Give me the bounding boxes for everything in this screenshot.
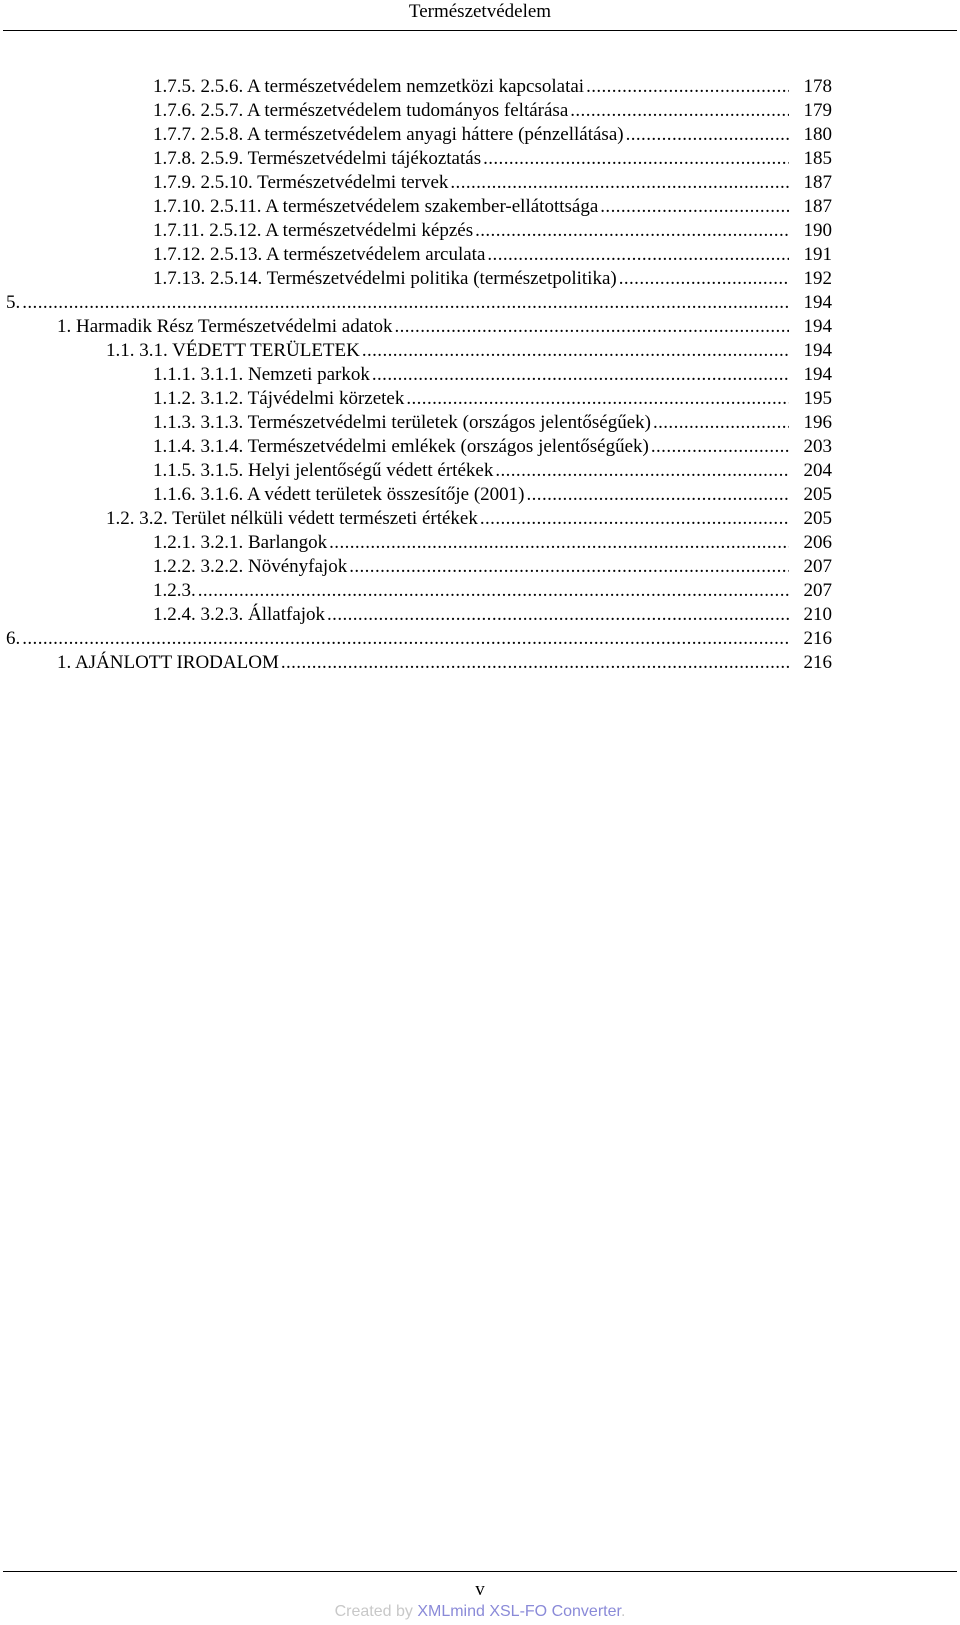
toc-leader-dots bbox=[626, 123, 789, 147]
toc-title: Harmadik Rész Természetvédelmi adatok bbox=[76, 316, 393, 337]
toc-leader-dots bbox=[327, 603, 789, 627]
page-header-title: Természetvédelem bbox=[408, 1, 552, 22]
toc-title: Növényfajok bbox=[248, 556, 348, 577]
toc-number: 1.7.13. 2.5.14. bbox=[153, 268, 263, 289]
toc-number: 1.7.7. 2.5.8. bbox=[153, 124, 244, 145]
toc-page-number: 194 bbox=[803, 316, 832, 337]
toc-number: 1.7.12. 2.5.13. bbox=[153, 244, 263, 265]
header-rule bbox=[3, 30, 957, 31]
toc-leader-dots bbox=[483, 147, 789, 171]
toc-entry[interactable] bbox=[153, 411, 832, 435]
toc-title: Természetvédelmi emlékek (országos jelentőségűek) bbox=[247, 436, 649, 457]
toc-title: A természetvédelem anyagi háttere (pénzellátása) bbox=[246, 124, 624, 145]
toc-leader-dots bbox=[586, 75, 789, 99]
credit-link[interactable]: XMLmind XSL-FO Converter bbox=[417, 1603, 621, 1620]
toc-title: AJÁNLOTT IRODALOM bbox=[74, 652, 279, 673]
toc-entry[interactable] bbox=[153, 147, 832, 171]
toc-page-number: 207 bbox=[803, 556, 832, 577]
toc-title: Természetvédelmi tájékoztatás bbox=[247, 148, 482, 169]
toc-number: 6. bbox=[6, 628, 21, 649]
toc-title: Természetvédelmi politika (természetpolitika) bbox=[266, 268, 617, 289]
toc-title: Természetvédelmi területek (országos jelentőségűek) bbox=[247, 412, 651, 433]
toc-number: 1.1.3. 3.1.3. bbox=[153, 412, 244, 433]
toc-number: 1.1.5. 3.1.5. bbox=[153, 460, 244, 481]
toc-leader-dots bbox=[394, 315, 789, 339]
toc-entry[interactable] bbox=[57, 651, 832, 675]
toc-page-number: 207 bbox=[803, 580, 832, 601]
toc-leader-dots bbox=[362, 339, 789, 363]
toc-entry[interactable] bbox=[106, 339, 832, 363]
toc-leader-dots bbox=[22, 627, 789, 651]
toc-title: Nemzeti parkok bbox=[248, 364, 370, 385]
toc-page-number: 192 bbox=[803, 268, 832, 289]
toc-title: Állatfajok bbox=[248, 604, 326, 625]
toc-number: 1. bbox=[57, 652, 72, 673]
toc-page-number: 180 bbox=[803, 124, 832, 145]
toc-leader-dots bbox=[651, 435, 789, 459]
toc-number: 5. bbox=[6, 292, 21, 313]
toc-title: Helyi jelentőségű védett értékek bbox=[248, 460, 494, 481]
toc-page-number: 191 bbox=[803, 244, 832, 265]
toc-number: 1.7.5. 2.5.6. bbox=[153, 76, 244, 97]
toc-leader-dots bbox=[349, 555, 789, 579]
toc-number: 1.1.4. 3.1.4. bbox=[153, 436, 244, 457]
toc-leader-dots bbox=[22, 291, 789, 315]
page-number: v bbox=[475, 1579, 485, 1600]
toc-entry[interactable] bbox=[153, 123, 832, 147]
toc-number: 1.2.3. bbox=[153, 580, 196, 601]
toc-title: A természetvédelem tudományos feltárása bbox=[246, 100, 569, 121]
toc-title: Barlangok bbox=[248, 532, 328, 553]
credit-prefix: Created by bbox=[334, 1603, 418, 1620]
toc-leader-dots bbox=[475, 219, 789, 243]
toc-page-number: 203 bbox=[803, 436, 832, 457]
toc-entry[interactable] bbox=[153, 171, 832, 195]
toc-leader-dots bbox=[406, 387, 789, 411]
toc-leader-dots bbox=[372, 363, 789, 387]
toc-title: A természetvédelmi képzés bbox=[265, 220, 474, 241]
toc-page-number: 185 bbox=[803, 148, 832, 169]
toc-page-number: 216 bbox=[803, 628, 832, 649]
toc-entry[interactable] bbox=[6, 291, 832, 315]
toc-number: 1. bbox=[57, 316, 72, 337]
toc-title: Terület nélküli védett természeti értékek bbox=[172, 508, 478, 529]
toc-leader-dots bbox=[329, 531, 789, 555]
toc-page-number: 187 bbox=[803, 196, 832, 217]
toc-page-number: 190 bbox=[803, 220, 832, 241]
credit-suffix: . bbox=[620, 1603, 626, 1620]
toc-number: 1.2.1. 3.2.1. bbox=[153, 532, 244, 553]
converter-credit bbox=[0, 1602, 960, 1622]
toc-page-number: 194 bbox=[803, 340, 832, 361]
toc-number: 1.2.2. 3.2.2. bbox=[153, 556, 244, 577]
toc-leader-dots bbox=[487, 243, 789, 267]
toc-page-number: 194 bbox=[803, 364, 832, 385]
toc-entry[interactable] bbox=[153, 555, 832, 579]
toc-title: A természetvédelem szakember-ellátottsága bbox=[265, 196, 599, 217]
toc-page-number: 216 bbox=[803, 652, 832, 673]
toc-page-number: 178 bbox=[803, 76, 832, 97]
toc-entry[interactable] bbox=[153, 435, 832, 459]
toc-number: 1.1.6. 3.1.6. bbox=[153, 484, 244, 505]
toc-title: A védett területek összesítője (2001) bbox=[246, 484, 525, 505]
footer-rule bbox=[3, 1571, 957, 1572]
toc-number: 1.7.11. 2.5.12. bbox=[153, 220, 262, 241]
toc-page-number: 187 bbox=[803, 172, 832, 193]
toc-page-number: 196 bbox=[803, 412, 832, 433]
toc-leader-dots bbox=[480, 507, 789, 531]
toc-entry[interactable] bbox=[153, 267, 832, 291]
toc-entry[interactable] bbox=[153, 483, 832, 507]
toc-number: 1.2. 3.2. bbox=[106, 508, 168, 529]
toc-title: VÉDETT TERÜLETEK bbox=[172, 340, 360, 361]
toc-page-number: 206 bbox=[803, 532, 832, 553]
toc-leader-dots bbox=[570, 99, 789, 123]
toc-number: 1.7.9. 2.5.10. bbox=[153, 172, 253, 193]
toc-page-number: 204 bbox=[803, 460, 832, 481]
toc-title: Természetvédelmi tervek bbox=[257, 172, 449, 193]
toc-number: 1.1.2. 3.1.2. bbox=[153, 388, 244, 409]
toc-leader-dots bbox=[495, 459, 789, 483]
toc-entry[interactable] bbox=[153, 603, 832, 627]
toc-leader-dots bbox=[600, 195, 789, 219]
toc-number: 1.7.10. 2.5.11. bbox=[153, 196, 262, 217]
toc-entry[interactable] bbox=[153, 75, 832, 99]
toc-entry[interactable] bbox=[153, 579, 832, 603]
toc-leader-dots bbox=[450, 171, 789, 195]
toc-page-number: 205 bbox=[803, 508, 832, 529]
toc-entry[interactable] bbox=[153, 531, 832, 555]
toc-page-number: 194 bbox=[803, 292, 832, 313]
toc-leader-dots bbox=[198, 579, 789, 603]
toc-page-number: 179 bbox=[803, 100, 832, 121]
toc-title: A természetvédelem nemzetközi kapcsolatai bbox=[246, 76, 585, 97]
toc-title: A természetvédelem arculata bbox=[265, 244, 486, 265]
toc-page-number: 210 bbox=[803, 604, 832, 625]
toc-number: 1.1. 3.1. bbox=[106, 340, 168, 361]
toc-leader-dots bbox=[653, 411, 789, 435]
toc-page-number: 205 bbox=[803, 484, 832, 505]
toc-entry[interactable] bbox=[153, 363, 832, 387]
toc-number: 1.2.4. 3.2.3. bbox=[153, 604, 244, 625]
toc-entry[interactable] bbox=[6, 627, 832, 651]
toc-entry[interactable] bbox=[57, 315, 832, 339]
toc-leader-dots bbox=[527, 483, 790, 507]
toc-leader-dots bbox=[619, 267, 789, 291]
toc-entry[interactable] bbox=[153, 99, 832, 123]
toc-entry[interactable] bbox=[106, 507, 832, 531]
toc-entry[interactable] bbox=[153, 195, 832, 219]
toc-entry[interactable] bbox=[153, 387, 832, 411]
toc-entry[interactable] bbox=[153, 243, 832, 267]
toc-number: 1.7.6. 2.5.7. bbox=[153, 100, 244, 121]
toc-entry[interactable] bbox=[153, 219, 832, 243]
toc-entry[interactable] bbox=[153, 459, 832, 483]
toc-number: 1.1.1. 3.1.1. bbox=[153, 364, 244, 385]
toc-title: Tájvédelmi körzetek bbox=[247, 388, 405, 409]
toc-leader-dots bbox=[281, 651, 789, 675]
toc-page-number: 195 bbox=[803, 388, 832, 409]
toc-number: 1.7.8. 2.5.9. bbox=[153, 148, 244, 169]
